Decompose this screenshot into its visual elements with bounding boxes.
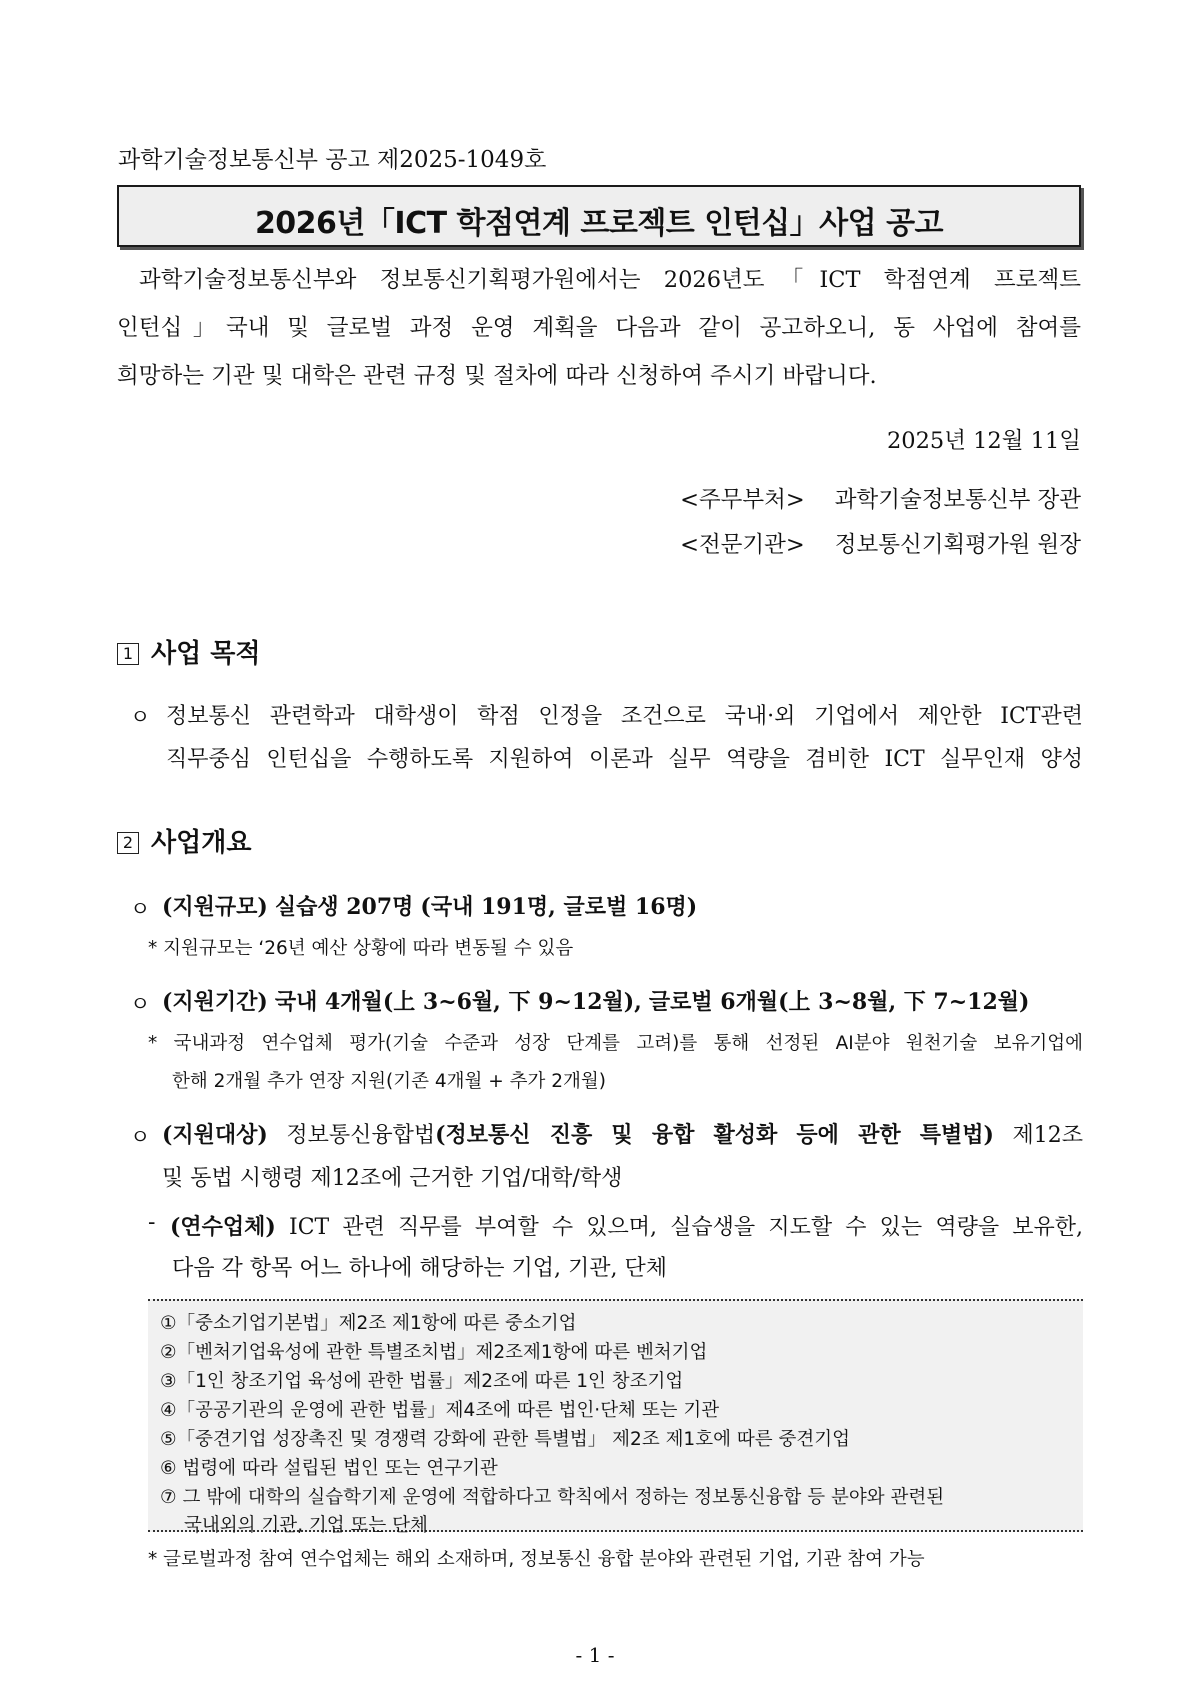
support-scale-value: 실습생 207명: [274, 894, 414, 920]
support-target-law: (정보통신 진흥 및 융합 활성화 등에 관한 특별법): [435, 1122, 994, 1148]
section-2-number: 2: [117, 832, 139, 854]
support-period-note-2: 한해 2개월 추가 연장 지원(기존 4개월 + 추가 2개월): [172, 1071, 606, 1092]
section-1-title: 사업 목적: [151, 639, 261, 669]
signature-name: 정보통신기획평가원 원장: [834, 532, 1081, 558]
list-item: ④「공공기관의 운영에 관한 법률」제4조에 따른 법인·단체 또는 기관: [160, 1400, 720, 1421]
list-item-continuation: 국내외의 기관, 기업 또는 단체: [184, 1515, 428, 1536]
section-2-heading: [117, 822, 251, 859]
support-period-label: (지원기간): [162, 989, 268, 1015]
support-period-global: 글로벌 6개월: [648, 989, 779, 1015]
global-company-note: * 글로벌과정 참여 연수업체는 해외 소재하며, 정보통신 융합 분야와 관련된 기업, 기관 참여 가능: [148, 1549, 925, 1570]
support-scale-note: * 지원규모는 ‘26년 예산 상황에 따라 변동될 수 있음: [148, 938, 574, 959]
notice-number: 과학기술정보통신부 공고 제2025-1049호: [118, 147, 547, 173]
signature-role: <전문기관>: [680, 532, 805, 558]
intro-line-1: 과학기술정보통신부와 정보통신기획평가원에서는 2026년도「ICT 학점연계 프로젝트: [139, 267, 1081, 293]
intro-line-2: 인턴십」국내 및 글로벌 과정 운영 계획을 다음과 같이 공고하오니, 동 사업에 참여를: [117, 315, 1081, 341]
intro-line-3: 희망하는 기관 및 대학은 관련 규정 및 절차에 따라 신청하여 주시기 바랍니다.: [117, 363, 877, 389]
support-scale-detail: (국내 191명, 글로벌 16명): [420, 894, 698, 920]
company-line-1: [170, 1210, 1083, 1241]
list-item: ③「1인 창조기업 육성에 관한 법률」제2조에 따른 1인 창조기업: [160, 1371, 684, 1392]
support-period-note-1: * 국내과정 연수업체 평가(기술 수준과 성장 단계를 고려)를 통해 선정된 AI분야 원천기술 보유기업에: [148, 1033, 1083, 1054]
support-period-domestic: 국내 4개월: [274, 989, 383, 1015]
support-scale: [162, 890, 697, 921]
company-criteria-box: [148, 1299, 1083, 1536]
bullet-circle: ㅇ: [130, 705, 151, 729]
bullet-circle: ㅇ: [130, 1125, 151, 1149]
list-item: ①「중소기업기본법」제2조 제1항에 따른 중소기업: [160, 1313, 577, 1334]
support-target-text: 정보통신융합법: [286, 1123, 436, 1148]
signature-role: <주무부처>: [680, 487, 805, 513]
signature-name: 과학기술정보통신부 장관: [834, 487, 1081, 513]
section-1-line-2: 직무중심 인턴십을 수행하도록 지원하여 이론과 실무 역량을 겸비한 ICT 실무인재 양성: [166, 747, 1083, 772]
bullet-circle: ㅇ: [130, 897, 151, 921]
signature-agency: [117, 527, 1081, 559]
support-period: [162, 985, 1029, 1016]
notice-date: 2025년 12월 11일: [886, 428, 1081, 454]
support-scale-label: (지원규모): [162, 894, 268, 920]
section-1-line-1: 정보통신 관련학과 대학생이 학점 인정을 조건으로 국내·외 기업에서 제안한 ICT관련: [166, 704, 1083, 729]
support-period-global-detail: (上 3~8월, 下 7~12월): [778, 989, 1030, 1015]
title-box: [117, 185, 1081, 247]
page-number: - 1 -: [575, 1643, 615, 1667]
bullet-circle: ㅇ: [130, 992, 151, 1016]
company-description: ICT 관련 직무를 부여할 수 있으며, 실습생을 지도할 수 있는 역량을 보유한,: [289, 1215, 1083, 1240]
company-line-2: 다음 각 항목 어느 하나에 해당하는 기업, 기관, 단체: [172, 1256, 667, 1281]
company-label: (연수업체): [170, 1214, 276, 1240]
document-title: 2026년「ICT 학점연계 프로젝트 인턴십」사업 공고: [254, 206, 944, 241]
section-1-number: 1: [117, 643, 139, 665]
support-target-line-1: [162, 1118, 1083, 1149]
list-item: ⑦ 그 밖에 대학의 실습학기제 운영에 적합하다고 학칙에서 정하는 정보통신융합 등 분야와 관련된: [160, 1487, 945, 1508]
signature-ministry: [117, 482, 1081, 514]
section-2-title: 사업개요: [151, 828, 252, 858]
support-target-label: (지원대상): [162, 1122, 268, 1148]
company-dash: -: [148, 1210, 156, 1235]
support-period-domestic-detail: (上 3~6월, 下 9~12월),: [382, 989, 642, 1015]
list-item: ⑥ 법령에 따라 설립된 법인 또는 연구기관: [160, 1458, 498, 1479]
section-1-heading: [117, 633, 261, 670]
support-target-article: 제12조: [1012, 1123, 1083, 1148]
list-item: ②「벤처기업육성에 관한 특별조치법」제2조제1항에 따른 벤처기업: [160, 1342, 708, 1363]
support-target-line-2: 및 동법 시행령 제12조에 근거한 기업/대학/학생: [162, 1166, 623, 1191]
list-item: ⑤「중견기업 성장촉진 및 경쟁력 강화에 관한 특별법」 제2조 제1호에 따른 중견기업: [160, 1429, 850, 1450]
